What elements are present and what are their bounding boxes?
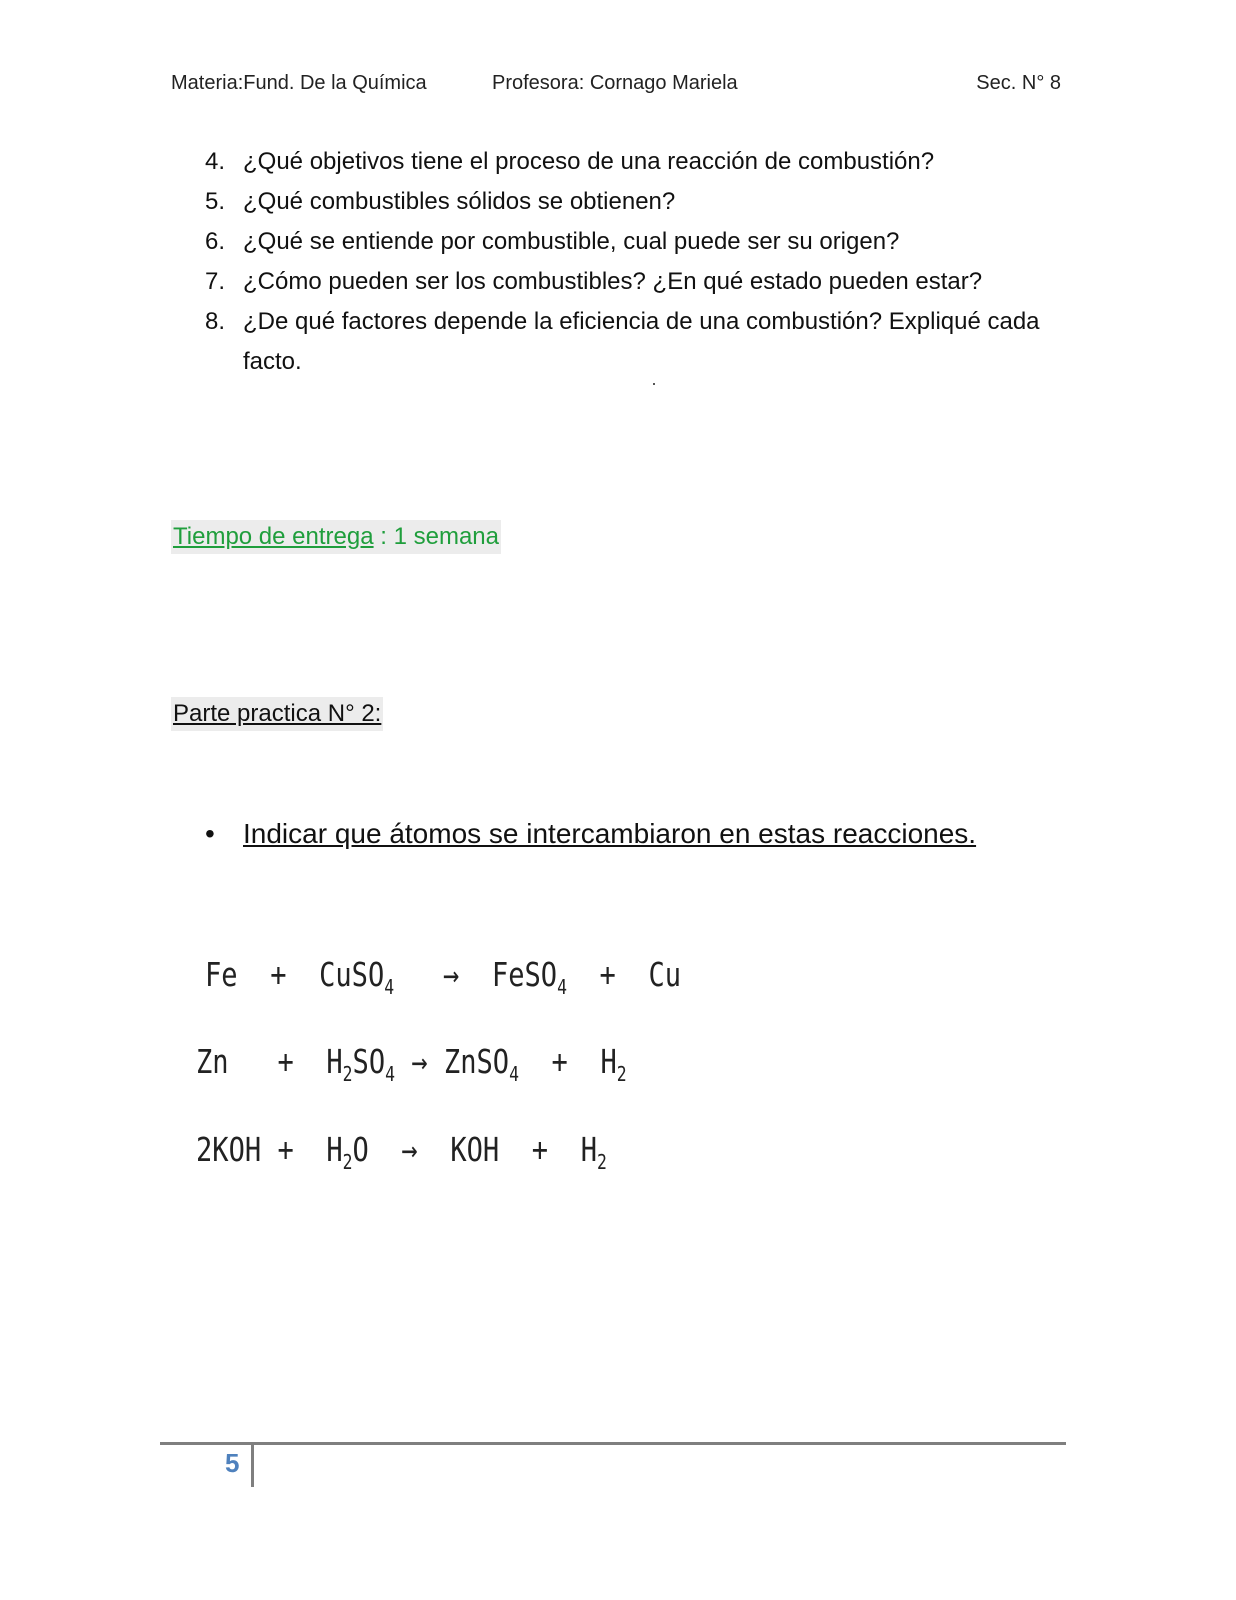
arrow-icon: → [401, 1130, 418, 1169]
question-text: ¿Cómo pueden ser los combustibles? ¿En qué estado pueden estar? [243, 268, 983, 295]
instruction-text: Indicar que átomos se intercambiaron en estas reacciones. [243, 818, 977, 849]
question-text: ¿Qué combustibles sólidos se obtienen? [243, 188, 676, 215]
product-znso4: ZnSO$_4$ [443, 1042, 519, 1086]
delivery-value: : 1 semana [373, 523, 499, 550]
arrow-icon: → [443, 955, 460, 994]
reactant-zn: Zn [196, 1042, 229, 1081]
header-section: Sec. N° 8 [976, 72, 1061, 94]
reactant-h2o: $H_2O$ [326, 1130, 369, 1174]
question-item [205, 142, 1065, 182]
bullet-icon: • [205, 818, 215, 849]
question-number: 5. [205, 188, 226, 215]
plus-sign: + [551, 1042, 568, 1081]
product-feso4: FeSO$_4$ [491, 955, 567, 999]
stray-dot [653, 383, 655, 385]
reactant-fe: Fe [205, 955, 238, 994]
question-number: 7. [205, 268, 226, 295]
product-h2: $H_2$ [580, 1130, 607, 1174]
footer-rule [160, 1442, 1066, 1445]
question-item [205, 262, 1065, 302]
delivery-label: Tiempo de entrega [173, 523, 374, 550]
header-subject: Materia:Fund. De la Química [171, 72, 427, 94]
question-item [205, 302, 1065, 382]
reactant-2koh: 2KOH [196, 1130, 262, 1169]
reactant-h2so4: $H_2SO_4$ [326, 1042, 396, 1086]
equation-3 [196, 1130, 607, 1174]
footer-divider [251, 1445, 254, 1487]
plus-sign: + [531, 1130, 549, 1169]
instruction-item [205, 818, 976, 850]
part-title: Parte practica N° 2: [171, 697, 383, 731]
question-list [205, 142, 1065, 382]
equation-2 [196, 1042, 627, 1086]
question-number: 6. [205, 228, 226, 255]
delivery-time [171, 520, 501, 554]
question-text: ¿Qué objetivos tiene el proceso de una reacción de combustión? [243, 148, 935, 175]
reactant-cuso4: CuSO$_4$ [319, 955, 395, 999]
page-number: 5 [225, 1448, 240, 1478]
product-cu: Cu [648, 955, 682, 994]
question-number: 8. [205, 308, 226, 335]
header-teacher: Profesora: Cornago Mariela [492, 72, 738, 94]
plus-sign: + [599, 955, 616, 994]
arrow-icon: → [411, 1042, 428, 1081]
question-item [205, 222, 1065, 262]
question-item [205, 182, 1065, 222]
plus-sign: + [270, 955, 287, 994]
product-koh: KOH [450, 1130, 500, 1169]
product-h2: $H_2$ [600, 1042, 627, 1086]
question-text: ¿Qué se entiende por combustible, cual puede ser su origen? [243, 228, 900, 255]
plus-sign: + [277, 1042, 294, 1081]
equation-1 [205, 955, 682, 999]
plus-sign: + [277, 1130, 294, 1169]
question-number: 4. [205, 148, 226, 175]
question-text: ¿De qué factores depende la eficiencia de una combustión? Expliqué cada facto. [243, 308, 1040, 375]
